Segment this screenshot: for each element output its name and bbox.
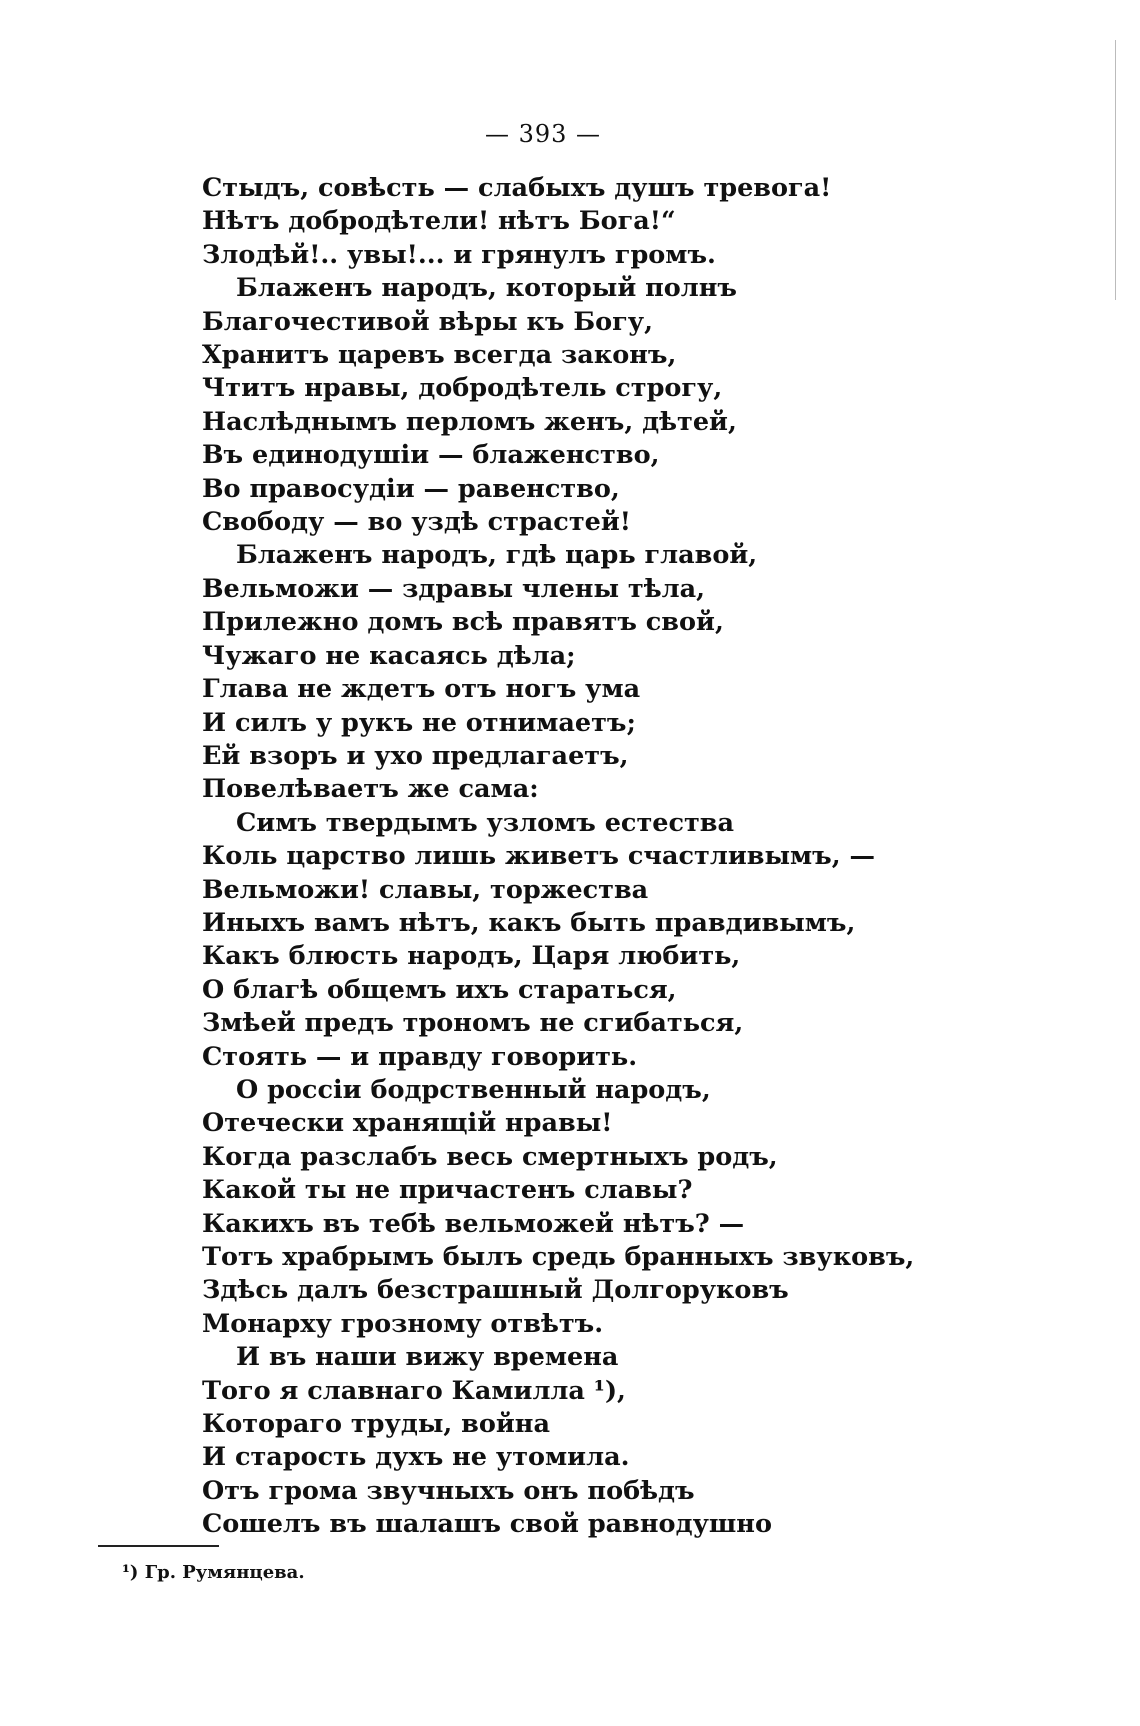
verse-line: Какихъ въ тебѣ вельможей нѣтъ? — bbox=[202, 1208, 745, 1239]
verse-line: Змѣей предъ трономъ не сгибаться, bbox=[202, 1008, 744, 1039]
verse-line: Симъ твердымъ узломъ естества bbox=[236, 807, 735, 838]
verse-line: Благочестивой вѣры къ Богу, bbox=[202, 306, 653, 337]
verse-line: Монарху грозному отвѣтъ. bbox=[202, 1308, 604, 1339]
verse-line: Когда разслабъ весь смертныхъ родъ, bbox=[202, 1141, 778, 1172]
verse-line: Тотъ храбрымъ былъ средь бранныхъ звуковъ, bbox=[202, 1242, 915, 1272]
verse-line: Наслѣднымъ перломъ женъ, дѣтей, bbox=[202, 406, 737, 437]
verse-line: Чужаго не касаясь дѣла; bbox=[202, 640, 576, 671]
verse-line: Повелѣваетъ же сама: bbox=[202, 774, 539, 805]
footnote-text: Гр. Румянцева. bbox=[144, 1562, 305, 1583]
verse-line: Чтитъ нравы, добродѣтель строгу, bbox=[202, 373, 723, 404]
poem-text bbox=[202, 172, 962, 1542]
verse-line: Отъ грома звучныхъ онъ побѣдъ bbox=[202, 1475, 695, 1506]
margin-scan-line bbox=[1115, 40, 1116, 300]
page-number: — 393 — bbox=[484, 120, 602, 148]
verse-line: Въ единодушіи — блаженство, bbox=[202, 440, 660, 471]
verse-line: О россіи бодрственный народъ, bbox=[236, 1074, 711, 1105]
verse-line: Того я славнаго Камилла ¹), bbox=[202, 1375, 626, 1406]
verse-line: И въ наши вижу времена bbox=[236, 1342, 619, 1373]
verse-line: И силъ у рукъ не отнимаетъ; bbox=[202, 707, 636, 738]
footnote-marker: ¹) bbox=[122, 1562, 139, 1583]
verse-line: Во правосудіи — равенство, bbox=[202, 473, 620, 504]
verse-line: И старость духъ не утомила. bbox=[202, 1442, 630, 1473]
verse-line: Стыдъ, совѣсть — слабыхъ душъ тревога! bbox=[202, 173, 832, 203]
verse-line: Ей взоръ и ухо предлагаетъ, bbox=[202, 740, 629, 771]
verse-line: Сошелъ въ шалашъ свой равнодушно bbox=[202, 1509, 772, 1540]
verse-line: Хранитъ царевъ всегда законъ, bbox=[202, 340, 677, 371]
verse-line: Какъ блюсть народъ, Царя любить, bbox=[202, 941, 741, 972]
verse-line: Вельможи! славы, торжества bbox=[202, 874, 649, 905]
footnote-rule bbox=[98, 1545, 219, 1547]
verse-line: Вельможи — здравы члены тѣла, bbox=[202, 573, 706, 604]
verse-line: Нѣтъ добродѣтели! нѣтъ Бога!“ bbox=[202, 206, 676, 237]
verse-line: Иныхъ вамъ нѣтъ, какъ быть правдивымъ, bbox=[202, 907, 856, 938]
verse-line: Коль царство лишь живетъ счастливымъ, — bbox=[202, 841, 875, 872]
footnote bbox=[122, 1562, 305, 1583]
verse-line: Стоять — и правду говорить. bbox=[202, 1041, 638, 1072]
verse-line: Блаженъ народъ, гдѣ царь главой, bbox=[236, 540, 758, 571]
verse-line: Котораго труды, война bbox=[202, 1409, 550, 1440]
verse-line: Отечески хранящій нравы! bbox=[202, 1108, 613, 1139]
verse-line: О благѣ общемъ ихъ стараться, bbox=[202, 974, 677, 1005]
verse-line: Прилежно домъ всѣ правятъ свой, bbox=[202, 607, 724, 638]
verse-line: Свободу — во уздѣ страстей! bbox=[202, 507, 631, 538]
verse-line: Блаженъ народъ, который полнъ bbox=[236, 273, 737, 304]
verse-line: Здѣсь далъ безстрашный Долгоруковъ bbox=[202, 1275, 789, 1306]
verse-line: Глава не ждетъ отъ ногъ ума bbox=[202, 674, 641, 705]
verse-line: Какой ты не причастенъ славы? bbox=[202, 1175, 693, 1206]
verse-line: Злодѣй!.. увы!... и грянулъ громъ. bbox=[202, 239, 716, 270]
